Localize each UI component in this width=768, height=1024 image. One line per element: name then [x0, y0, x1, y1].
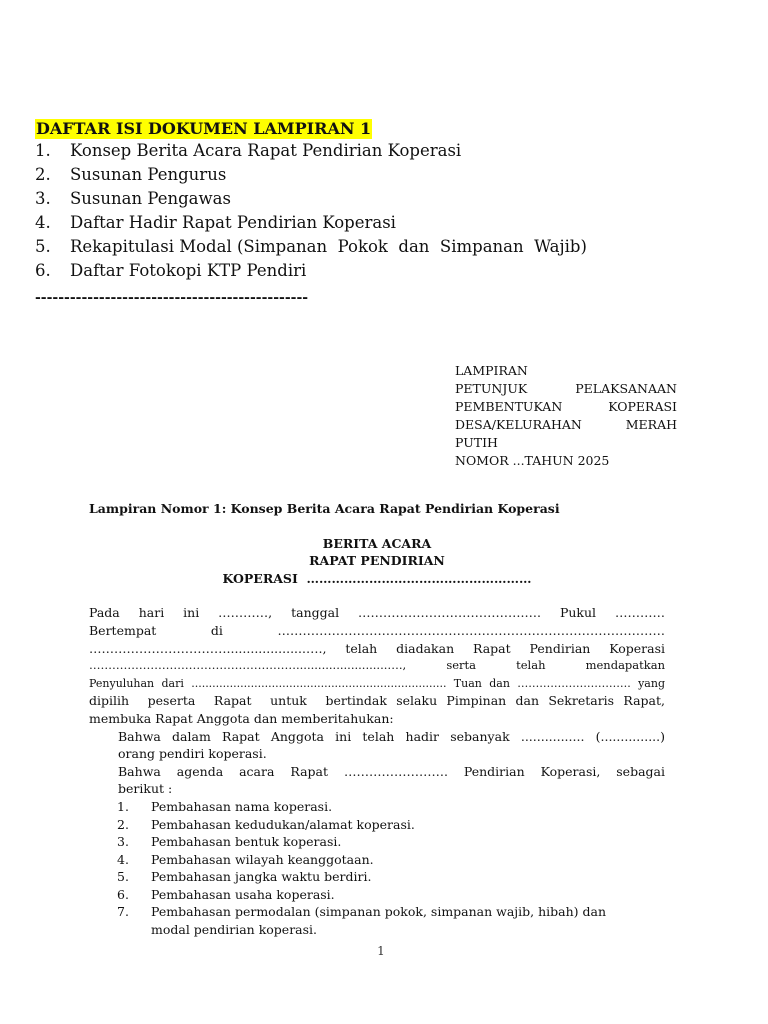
section-subheading: Lampiran Nomor 1: Konsep Berita Acara Rapat Pendirian Koperasi — [89, 501, 560, 516]
agenda-text: Pembahasan bentuk koperasi. — [151, 834, 342, 850]
agenda-number: 5. — [117, 869, 129, 885]
toc-item — [35, 211, 587, 235]
lampiran-line: PETUNJUK PELAKSANAAN — [455, 381, 677, 396]
agenda-text: Pembahasan nama koperasi. — [151, 798, 333, 814]
paragraph-line: ……………………………....................…., telah diadakan Rapat Pendirian Koperasi — [89, 640, 665, 656]
toc-item — [35, 187, 587, 211]
paragraph-line: ……………………………………………….........................…., serta telah mendapatkan — [89, 658, 665, 673]
paragraph-line: orang pendiri koperasi. — [118, 746, 267, 762]
agenda-text: Pembahasan kedudukan/alamat koperasi. — [151, 816, 415, 832]
agenda-number: 3. — [117, 834, 129, 850]
agenda-item — [89, 833, 665, 851]
toc-item-text: Rekapitulasi Modal (Simpanan Pokok dan Simpanan Wajib) — [70, 237, 587, 256]
doc-title-line: BERITA ACARA — [322, 535, 432, 551]
toc-item — [35, 259, 587, 283]
paragraph-line: berikut : — [118, 781, 173, 797]
lampiran-line: PEMBENTUKAN KOPERASI — [455, 399, 677, 414]
separator-line: ----------------------------------------------- — [35, 290, 309, 306]
toc-item-number: 2. — [35, 165, 51, 184]
doc-title-line: RAPAT PENDIRIAN — [309, 553, 445, 569]
toc-item-text: Daftar Fotokopi KTP Pendiri — [70, 261, 307, 280]
agenda-number: 1. — [117, 798, 129, 814]
toc-item-number: 5. — [35, 237, 51, 256]
agenda-item — [89, 851, 665, 869]
paragraph-line: membuka Rapat Anggota dan memberitahukan: — [89, 710, 394, 726]
lampiran-line: PUTIH — [455, 435, 498, 450]
lampiran-line: DESA/KELURAHAN MERAH — [455, 417, 677, 432]
paragraph-line: Bertempat di ………………………………………………………………………………… — [89, 622, 665, 638]
paragraph-line: Penyuluhan dari ......................................................................... Tuan dan …………………………. yang — [89, 676, 665, 690]
agenda-list — [89, 798, 665, 939]
agenda-number: 7. — [117, 904, 129, 920]
agenda-number: 2. — [117, 816, 129, 832]
agenda-text: Pembahasan permodalan (simpanan pokok, simpanan wajib, hibah) dan modal pendirian koperasi. — [151, 904, 607, 938]
toc-item-number: 1. — [35, 141, 51, 160]
toc-title: DAFTAR ISI DOKUMEN LAMPIRAN 1 — [36, 119, 372, 138]
paragraph-line: Pada hari ini …………, tanggal ………………………………….…. Pukul ………… — [89, 605, 665, 621]
agenda-text: Pembahasan usaha koperasi. — [151, 886, 335, 902]
paragraph-line: Bahwa dalam Rapat Anggota ini telah hadir sebanyak ................ (...............) — [118, 728, 665, 744]
document-body — [89, 500, 665, 939]
toc-item-number: 6. — [35, 261, 51, 280]
toc-list — [35, 139, 587, 283]
agenda-item — [89, 868, 665, 886]
toc-item-text: Daftar Hadir Rapat Pendirian Koperasi — [70, 213, 396, 232]
agenda-item — [89, 886, 665, 904]
agenda-number: 6. — [117, 886, 129, 902]
agenda-item — [89, 903, 665, 938]
doc-title-line: KOPERASI ……………………………………………… — [222, 570, 532, 586]
agenda-text: Pembahasan wilayah keanggotaan. — [151, 851, 374, 867]
agenda-item — [89, 816, 665, 834]
lampiran-block — [455, 362, 677, 470]
toc-item — [35, 235, 587, 259]
toc-item-text: Konsep Berita Acara Rapat Pendirian Koperasi — [70, 141, 462, 160]
lampiran-number: NOMOR ...TAHUN 2025 — [455, 453, 610, 468]
toc-item-number: 4. — [35, 213, 51, 232]
toc-item-text: Susunan Pengawas — [70, 189, 231, 208]
agenda-number: 4. — [117, 851, 129, 867]
toc-item-number: 3. — [35, 189, 51, 208]
agenda-item — [89, 798, 665, 816]
toc-item — [35, 163, 587, 187]
page-number: 1 — [377, 944, 385, 958]
lampiran-label: LAMPIRAN — [455, 363, 528, 378]
paragraph-line: Bahwa agenda acara Rapat ……………………. Pendirian Koperasi, sebagai — [118, 763, 665, 779]
toc-item — [35, 139, 587, 163]
paragraph-line: dipilih peserta Rapat untuk bertindak selaku Pimpinan dan Sekretaris Rapat, — [89, 693, 665, 709]
agenda-text: Pembahasan jangka waktu berdiri. — [151, 869, 372, 885]
toc-item-text: Susunan Pengurus — [70, 165, 227, 184]
